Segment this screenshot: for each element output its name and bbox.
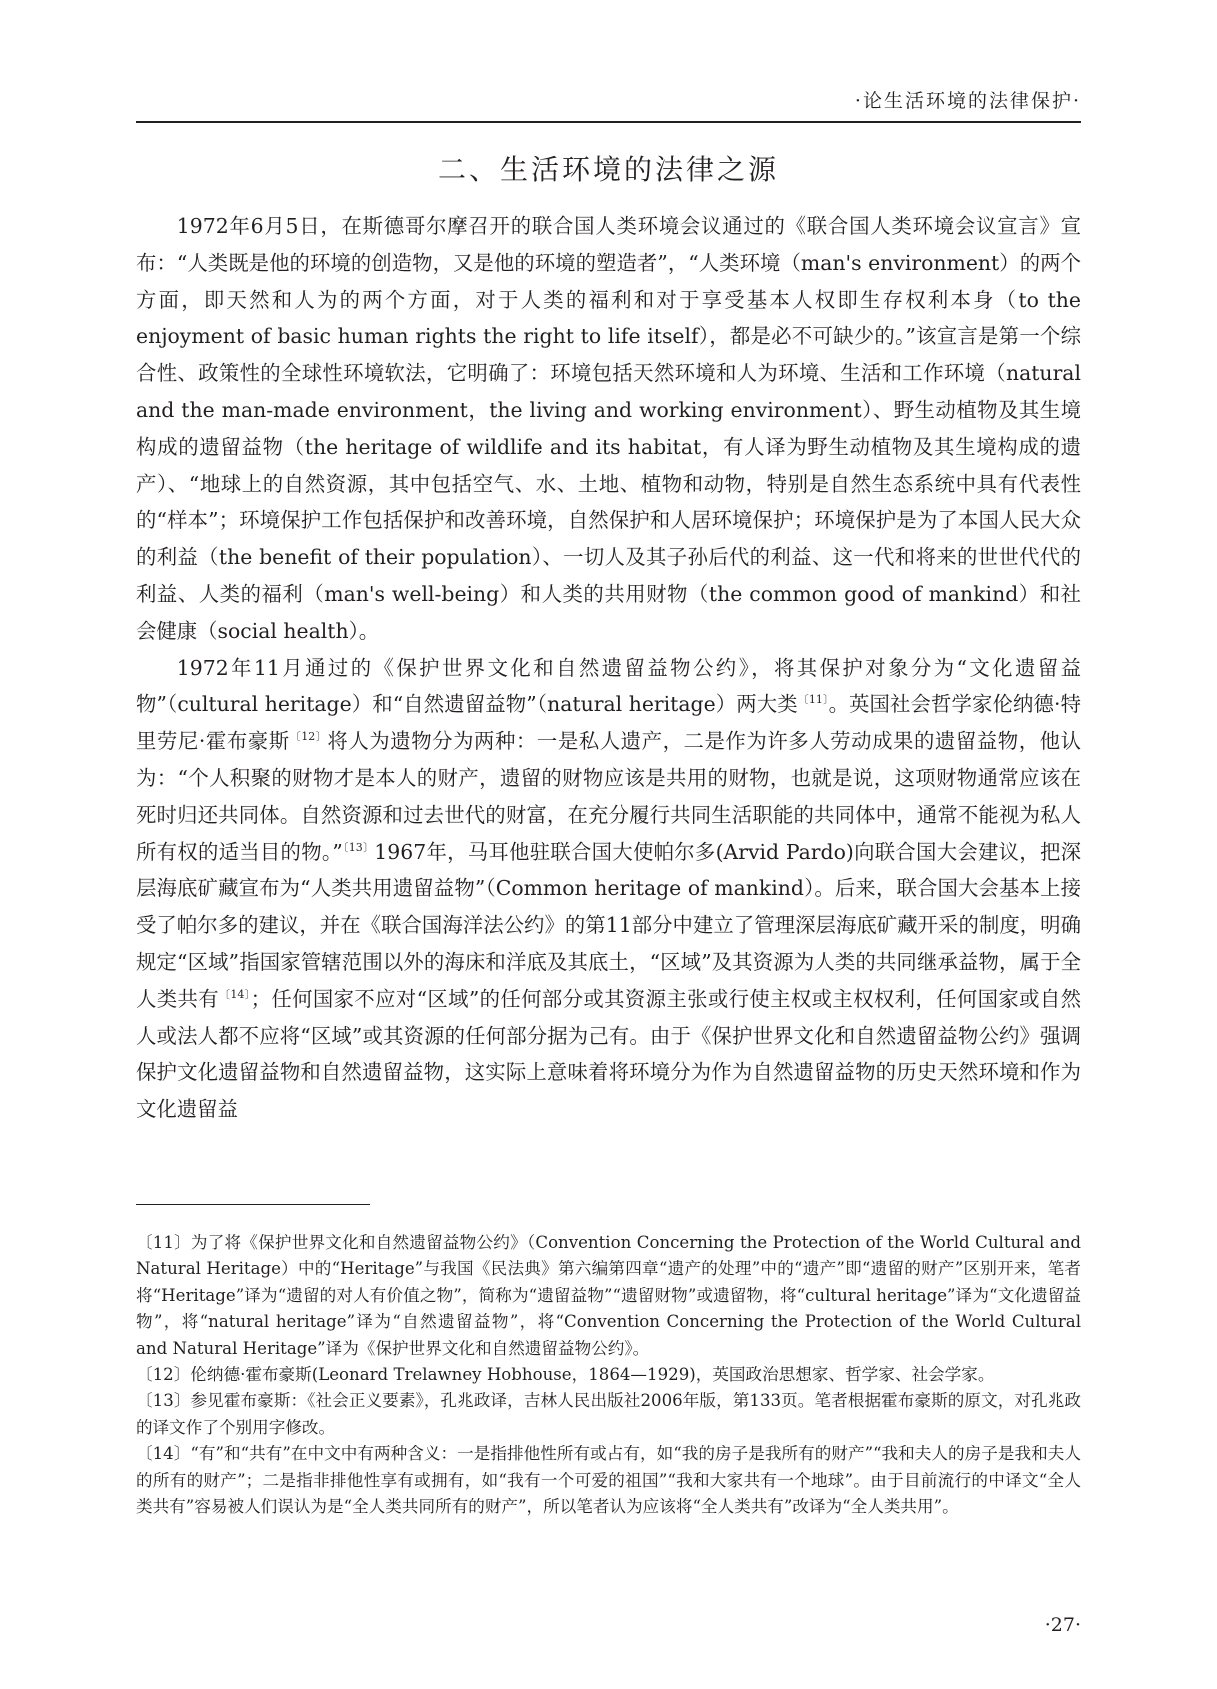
header-rule (136, 121, 1081, 123)
section-title: 二、生活环境的法律之源 (437, 153, 779, 186)
footnote-14: 〔14〕“有”和“共有”在中文中有两种含义：一是指排他性所有或占有，如“我的房子是我所有的财产”“我和夫人的房子是我和夫人的所有的财产”；二是指非排他性享有或拥有，如“我有一个可爱的祖国”“我和大家共有一个地球”。由于目前流行的中译文“全人类共有”容易被人们误认为是“全人类共同所有的财产”，所以笔者认为应该将“全人类共有”改译为“全人类共用”。 (136, 1444, 1081, 1517)
footnote-ref-13[interactable]: 〔13〕 (342, 840, 375, 854)
footnote-11: 〔11〕为了将《保护世界文化和自然遗留益物公约》（Convention Concerning the Protection of the World Cultural and Natural Heritage）中的“Heritage”与我国《民法典》第六编第四章“遗产的处理”中的“遗产”即“遗留的财产”区别开来，笔者将“Heritage”译为“遗留的对人有价值之物”，简称为“遗留益物”“遗留财物”或遗留物，将“cultural heritage”译为“文化遗留益物”，将“natural heritage”译为“自然遗留益物”，将“Convention Concerning the Protection of the World Cultural and Natural Heritage”译为《保护世界文化和自然遗留益物公约》。 (136, 1233, 1081, 1358)
footnotes (136, 1230, 1081, 1520)
footnote-13: 〔13〕参见霍布豪斯：《社会正义要素》，孔兆政译，吉林人民出版社2006年版，第133页。笔者根据霍布豪斯的原文，对孔兆政的译文作了个别用字修改。 (136, 1391, 1081, 1437)
running-header: ·论生活环境的法律保护· (854, 90, 1081, 112)
page-number: ·27· (1044, 1614, 1081, 1636)
paragraph-2-part-a: 1972年11月通过的《保护世界文化和自然遗留益物公约》，将其保护对象分为“文化遗留益物”（cultural heritage）和“自然遗留益物”（natural heritage）两大类 (136, 655, 1081, 717)
footnote-ref-14[interactable]: 〔14〕 (219, 987, 251, 1001)
paragraph-2-part-e: ；任何国家不应对“区域”的任何部分或其资源主张或行使主权或主权权利，任何国家或自然人或法人都不应将“区域”或其资源的任何部分据为己有。由于《保护世界文化和自然遗留益物公约》强调保护文化遗留益物和自然遗留益物，这实际上意味着将环境分为作为自然遗留益物的历史天然环境和作为文化遗留益 (136, 986, 1081, 1122)
paragraph-2-part-d: 1967年，马耳他驻联合国大使帕尔多(Arvid Pardo)向联合国大会建议，把深层海底矿藏宣布为“人类共用遗留益物”（Common heritage of mankind）。后来，联合国大会基本上接受了帕尔多的建议，并在《联合国海洋法公约》的第11部分中建立了管理深层海底矿藏开采的制度，明确规定“区域”指国家管辖范围以外的海床和洋底及其底土，“区域”及其资源为人类的共同继承益物，属于全人类共有 (136, 839, 1081, 1011)
paragraph-2-part-c: 将人为遗物分为两种：一是私人遗产，二是作为许多人劳动成果的遗留益物，他认为：“个人积聚的财物才是本人的财产，遗留的财物应该是共用的财物，也就是说，这项财物通常应该在死时归还共同体。自然资源和过去世代的财富，在充分履行共同生活职能的共同体中，通常不能视为私人所有权的适当目的物。” (136, 729, 1082, 864)
footnote-rule (136, 1204, 370, 1205)
footnote-ref-11[interactable]: 〔11〕 (797, 693, 829, 707)
paragraph-2-part-b: 。英国社会哲学家伦纳德·特里劳尼·霍布豪斯 (136, 692, 1081, 754)
paragraph-1: 1972年6月5日，在斯德哥尔摩召开的联合国人类环境会议通过的《联合国人类环境会议宣言》宣布：“人类既是他的环境的创造物，又是他的环境的塑造者”，“人类环境（man's environment）的两个方面，即天然和人为的两个方面，对于人类的福利和对于享受基本人权即生存权利本身（to the enjoyment of basic human rights the right to life itself），都是必不可缺少的。”该宣言是第一个综合性、政策性的全球性环境软法，它明确了：环境包括天然环境和人为环境、生活和工作环境（natural and the man-made environment，the living and working environment）、野生动植物及其生境构成的遗留益物（the heritage of wildlife and its habitat，有人译为野生动植物及其生境构成的遗产）、“地球上的自然资源，其中包括空气、水、土地、植物和动物，特别是自然生态系统中具有代表性的“样本”；环境保护工作包括保护和改善环境，自然保护和人居环境保护；环境保护是为了本国人民大众的利益（the benefit of their population）、一切人及其子孙后代的利益、这一代和将来的世世代代的利益、人类的福利（man's well-being）和人类的共用财物（the common good of mankind）和社会健康（social health）。 (136, 214, 1081, 643)
footnote-ref-12[interactable]: 〔12〕 (289, 730, 328, 744)
footnote-12: 〔12〕伦纳德·霍布豪斯(Leonard Trelawney Hobhouse，1864—1929)，英国政治思想家、哲学家、社会学家。 (136, 1365, 995, 1385)
paragraph-2 (136, 650, 1081, 1128)
body-text (136, 208, 1081, 1128)
